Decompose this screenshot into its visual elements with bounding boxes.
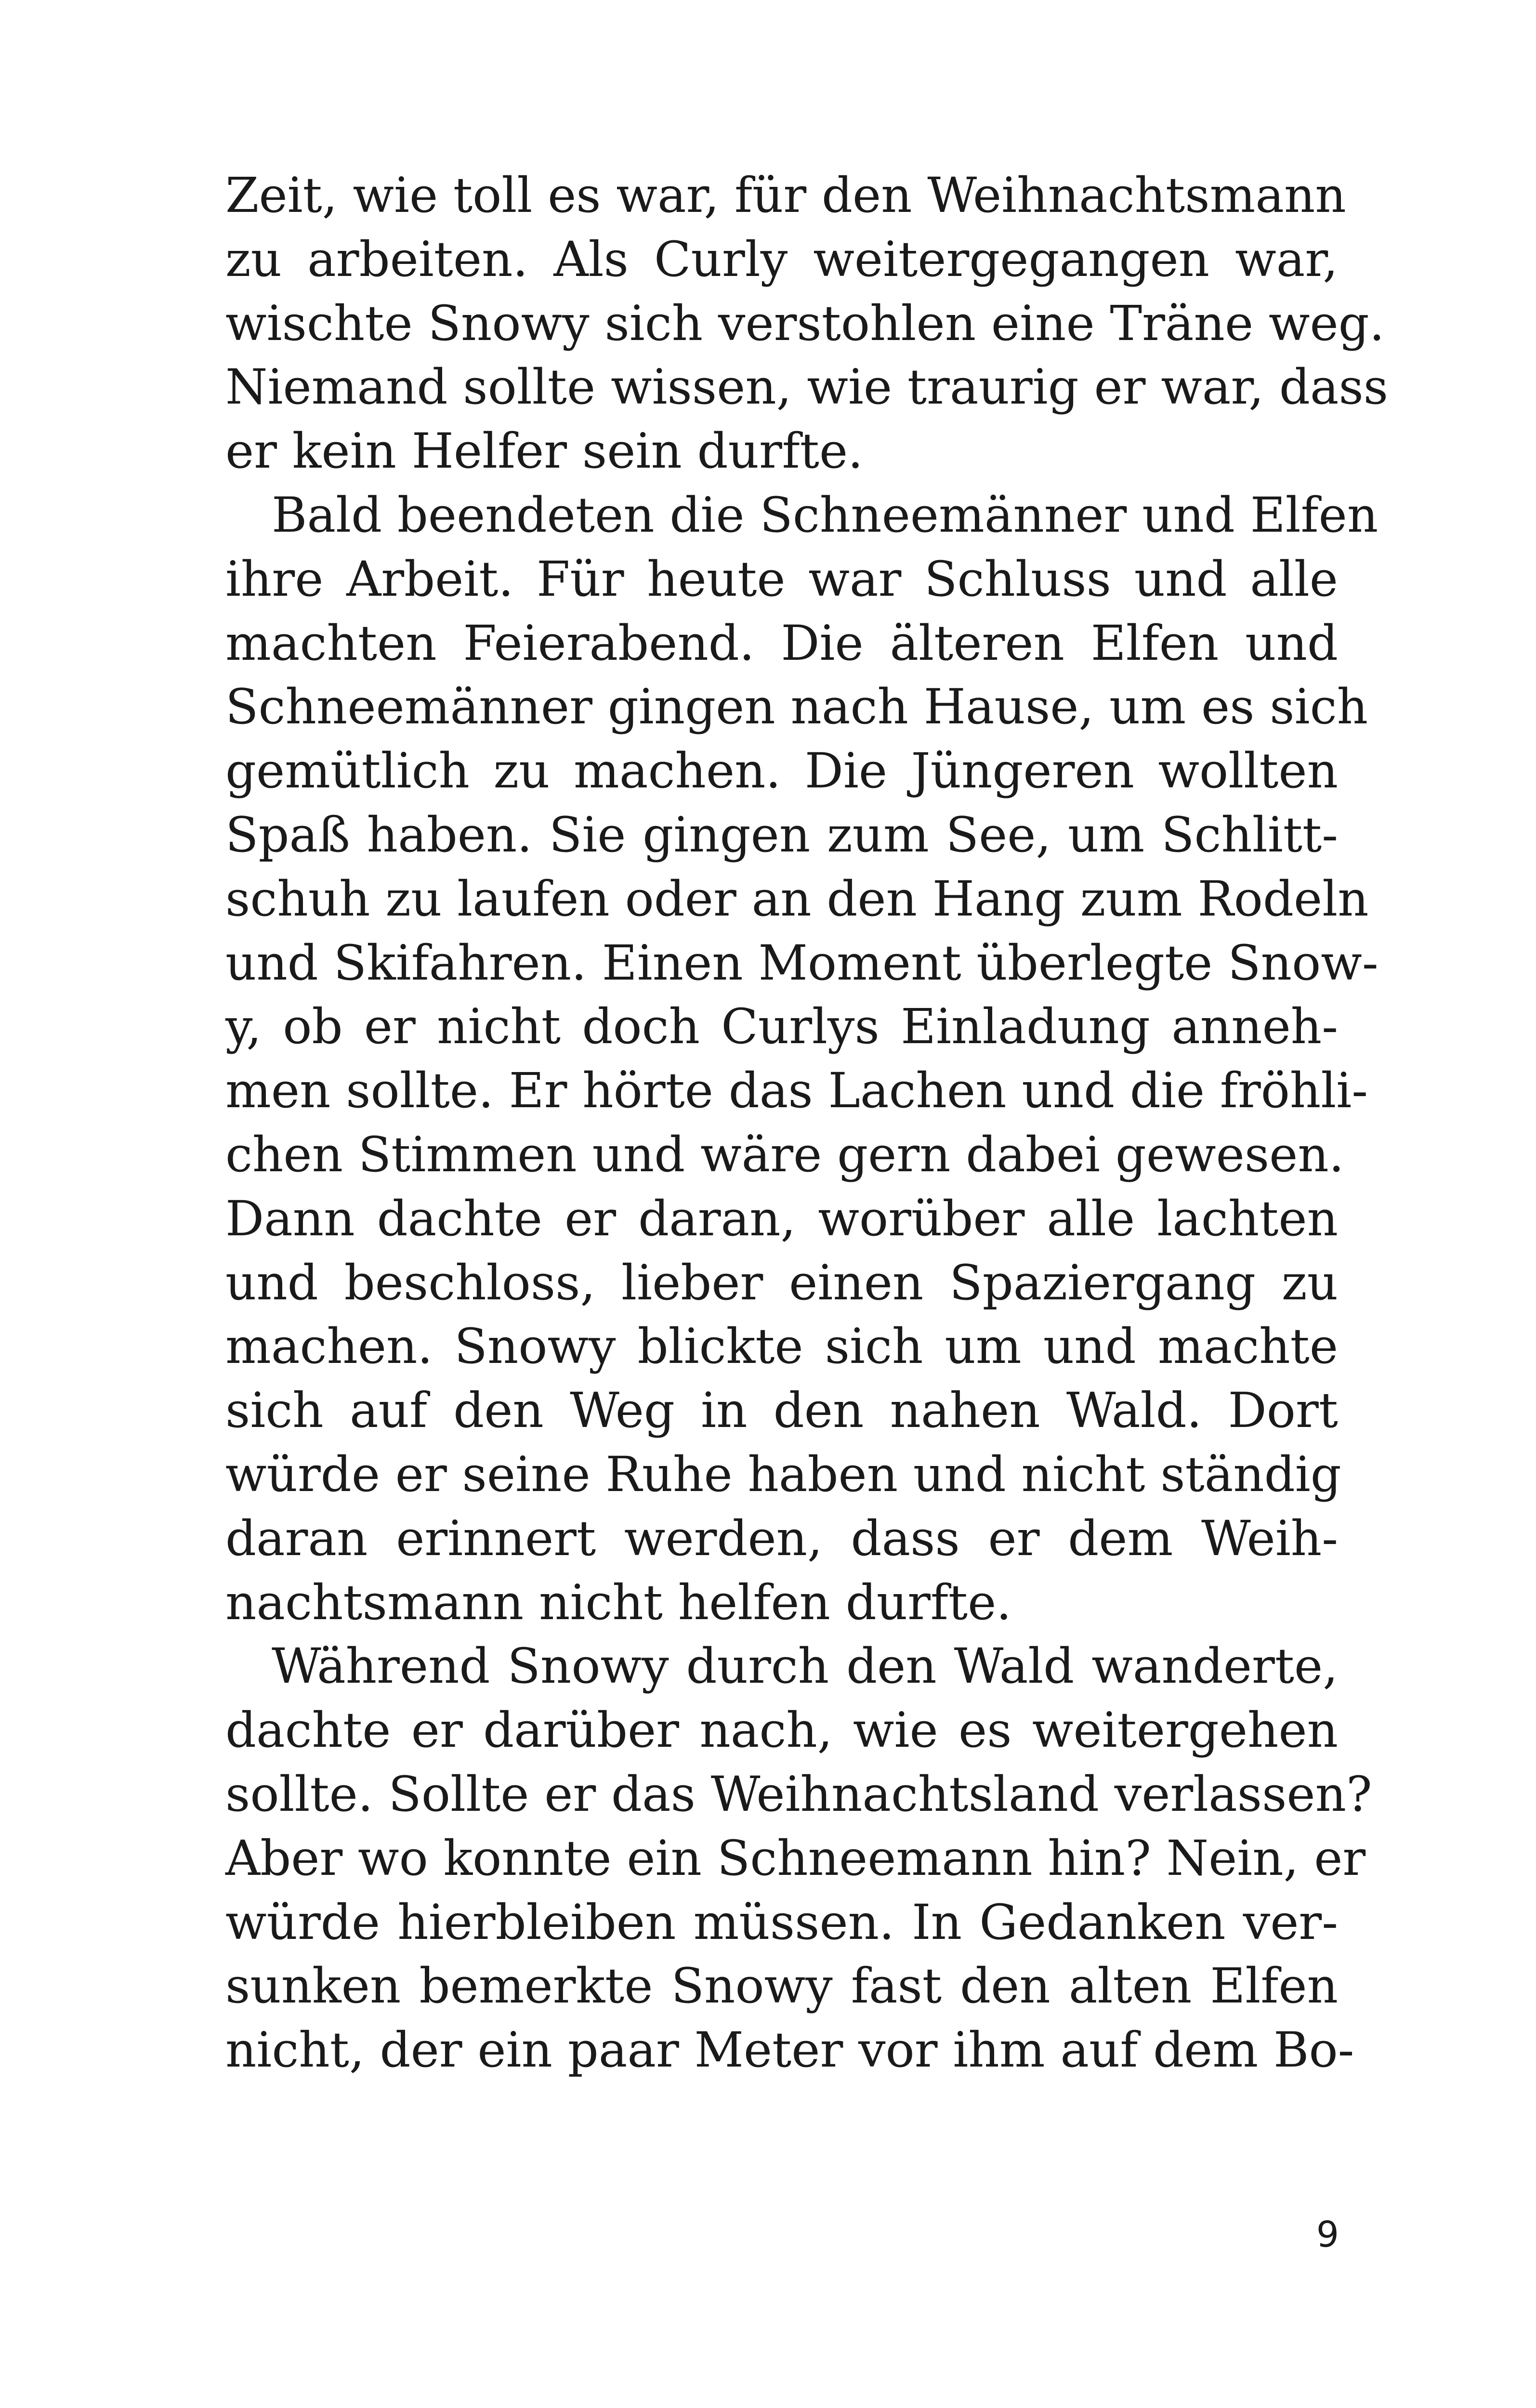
text-line: nachtsmann nicht helfen durfte.: [225, 1574, 1012, 1631]
text-line: Spaß haben. Sie gingen zum See, um Schlitt-: [225, 806, 1338, 863]
text-line: dachte er darüber nach, wie es weitergehen: [225, 1702, 1338, 1759]
paragraph: [225, 484, 1378, 1635]
text-line: würde hierbleiben müssen. In Gedanken ver-: [225, 1894, 1338, 1950]
text-line: Schneemänner gingen nach Hause, um es sich: [225, 679, 1368, 735]
text-line: Zeit, wie toll es war, für den Weihnachtsmann: [225, 167, 1346, 223]
paragraph: [225, 164, 1389, 484]
body-text: [225, 164, 1389, 2082]
text-line: machten Feierabend. Die älteren Elfen und: [225, 615, 1338, 671]
text-line: gemütlich zu machen. Die Jüngeren wollten: [225, 743, 1338, 799]
text-line: sich auf den Weg in den nahen Wald. Dort: [225, 1382, 1338, 1439]
paragraph: [225, 1635, 1372, 2082]
text-line: Bald beendeten die Schneemänner und Elfen: [272, 486, 1378, 543]
text-line: Während Snowy durch den Wald wanderte,: [272, 1638, 1338, 1695]
text-line: chen Stimmen und wäre gern dabei gewesen.: [225, 1126, 1344, 1183]
text-line: Aber wo konnte ein Schneemann hin? Nein, er: [225, 1830, 1366, 1886]
text-line: Niemand sollte wissen, wie traurig er war, dass: [225, 359, 1389, 416]
page-number: 9: [1316, 2214, 1339, 2255]
text-line: schuh zu laufen oder an den Hang zum Rodeln: [225, 870, 1369, 927]
text-line: ihre Arbeit. Für heute war Schluss und alle: [225, 550, 1338, 607]
text-line: wischte Snowy sich verstohlen eine Träne weg.: [225, 295, 1385, 352]
text-line: machen. Snowy blickte sich um und machte: [225, 1318, 1338, 1375]
text-line: und beschloss, lieber einen Spaziergang zu: [225, 1254, 1338, 1311]
text-line: nicht, der ein paar Meter vor ihm auf dem Bo-: [225, 2022, 1354, 2079]
text-line: zu arbeiten. Als Curly weitergegangen war,: [225, 231, 1338, 288]
text-line: daran erinnert werden, dass er dem Weih-: [225, 1510, 1338, 1567]
text-line: sollte. Sollte er das Weihnachtsland verlassen?: [225, 1766, 1372, 1822]
text-line: sunken bemerkte Snowy fast den alten Elfen: [225, 1958, 1338, 2015]
text-line: er kein Helfer sein durfte.: [225, 423, 863, 480]
text-line: würde er seine Ruhe haben und nicht ständig: [225, 1446, 1341, 1503]
text-line: y, ob er nicht doch Curlys Einladung anneh-: [225, 998, 1338, 1055]
text-line: Dann dachte er daran, worüber alle lachten: [225, 1190, 1338, 1247]
text-line: men sollte. Er hörte das Lachen und die fröhli-: [225, 1062, 1368, 1119]
text-line: und Skifahren. Einen Moment überlegte Snow-: [225, 934, 1378, 991]
